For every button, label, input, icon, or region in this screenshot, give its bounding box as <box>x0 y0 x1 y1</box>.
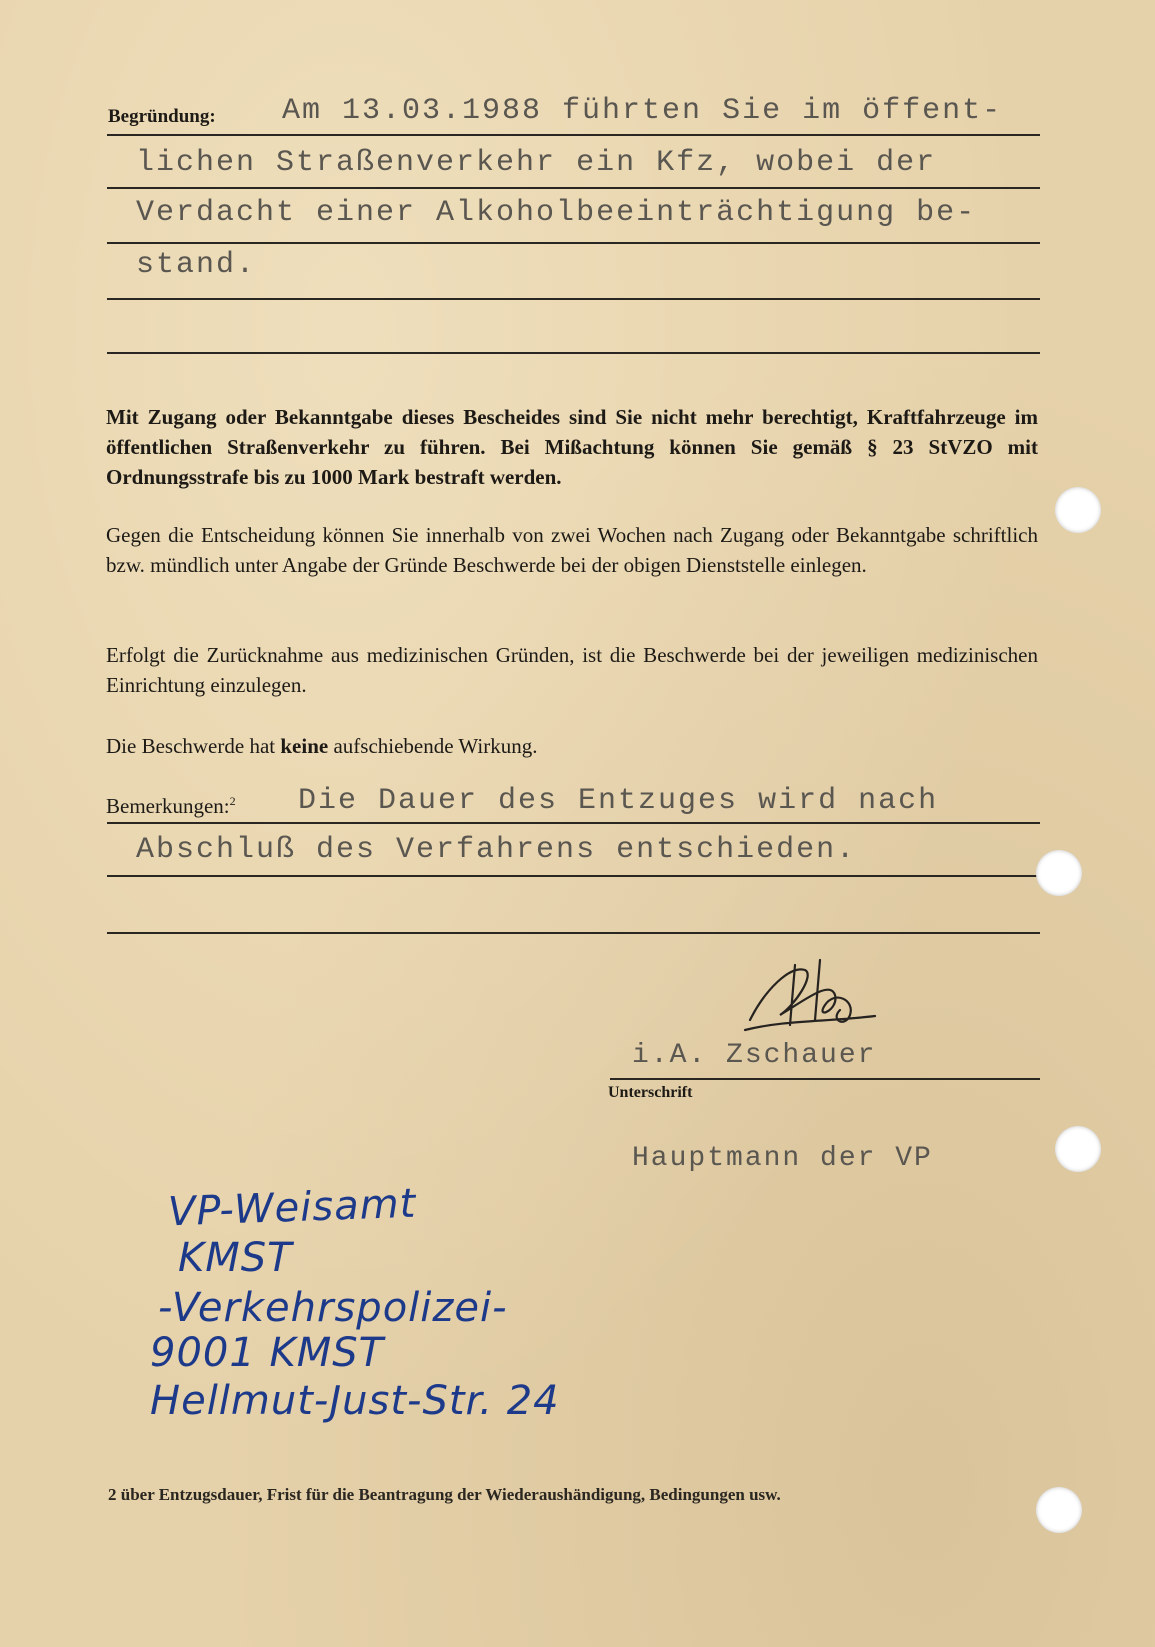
footnote-mark: 2 <box>229 794 236 808</box>
bemerkungen-label-text: Bemerkungen: <box>106 794 230 818</box>
form-rule <box>107 134 1040 136</box>
signature-rule <box>610 1078 1040 1080</box>
form-rule <box>107 822 1040 824</box>
handwritten-line-3: -Verkehrspolizei- <box>158 1285 508 1331</box>
signatory-rank: Hauptmann der VP <box>632 1143 933 1174</box>
handwritten-line-4: 9001 KMST <box>150 1330 385 1376</box>
handwritten-line-5: Hellmut-Just-Str. 24 <box>150 1378 560 1424</box>
handwritten-line-1: VP-Weisamt <box>167 1180 418 1236</box>
medical-paragraph: Erfolgt die Zurücknahme aus medizinischen Gründen, ist die Beschwerde bei der jeweiligen medizinischen Einrichtung einzulegen. <box>106 643 1038 697</box>
effect-paragraph <box>106 731 1038 761</box>
signature-label: Unterschrift <box>608 1084 693 1101</box>
bemerkungen-line-2: Abschluß des Verfahrens entschieden. <box>136 833 857 867</box>
form-rule <box>107 932 1040 934</box>
form-rule <box>107 298 1040 300</box>
punch-hole <box>1036 850 1082 896</box>
footnote: 2 über Entzugsdauer, Frist für die Beantragung der Wiederaushändigung, Bedingungen usw. <box>108 1485 781 1504</box>
effect-text-end: aufschiebende Wirkung. <box>328 734 538 758</box>
begruendung-line-3: Verdacht einer Alkoholbeeinträchtigung be- <box>136 196 977 230</box>
punch-hole <box>1055 487 1101 533</box>
appeal-paragraph: Gegen die Entscheidung können Sie innerhalb von zwei Wochen nach Zugang oder Bekanntgabe schriftlich bzw. mündlich unter Angabe der Gründe Beschwerde bei der obigen Dienststelle einlegen. <box>106 523 1038 577</box>
form-rule <box>107 187 1040 189</box>
notice-paragraph-text: Mit Zugang oder Bekanntgabe dieses Bescheides sind Sie nicht mehr berechtigt, Kraftfahrzeuge im öffentlichen Straßenverkehr zu führen. Bei Mißachtung können Sie gemäß § 23 StVZO mit Ordnungsstrafe bis zu 1000 Mark bestraft werden. <box>106 405 1038 489</box>
signatory-name: i.A. Zschauer <box>632 1040 877 1071</box>
punch-hole <box>1055 1126 1101 1172</box>
handwritten-line-2: KMST <box>178 1235 293 1281</box>
bemerkungen-line-1: Die Dauer des Entzuges wird nach <box>298 784 939 818</box>
begruendung-line-2: lichen Straßenverkehr ein Kfz, wobei der <box>136 146 937 180</box>
punch-hole <box>1036 1487 1082 1533</box>
effect-text-bold: keine <box>280 734 329 758</box>
form-rule <box>107 875 1040 877</box>
bemerkungen-label <box>106 794 236 819</box>
form-rule <box>107 242 1040 244</box>
form-rule <box>107 352 1040 354</box>
effect-text-start: Die Beschwerde hat <box>106 734 281 758</box>
begruendung-label: Begründung: <box>108 106 216 127</box>
handwritten-signature <box>735 950 885 1040</box>
begruendung-line-4: stand. <box>136 248 257 282</box>
notice-paragraph <box>106 402 1038 492</box>
begruendung-line-1: Am 13.03.1988 führten Sie im öffent- <box>282 94 1003 128</box>
